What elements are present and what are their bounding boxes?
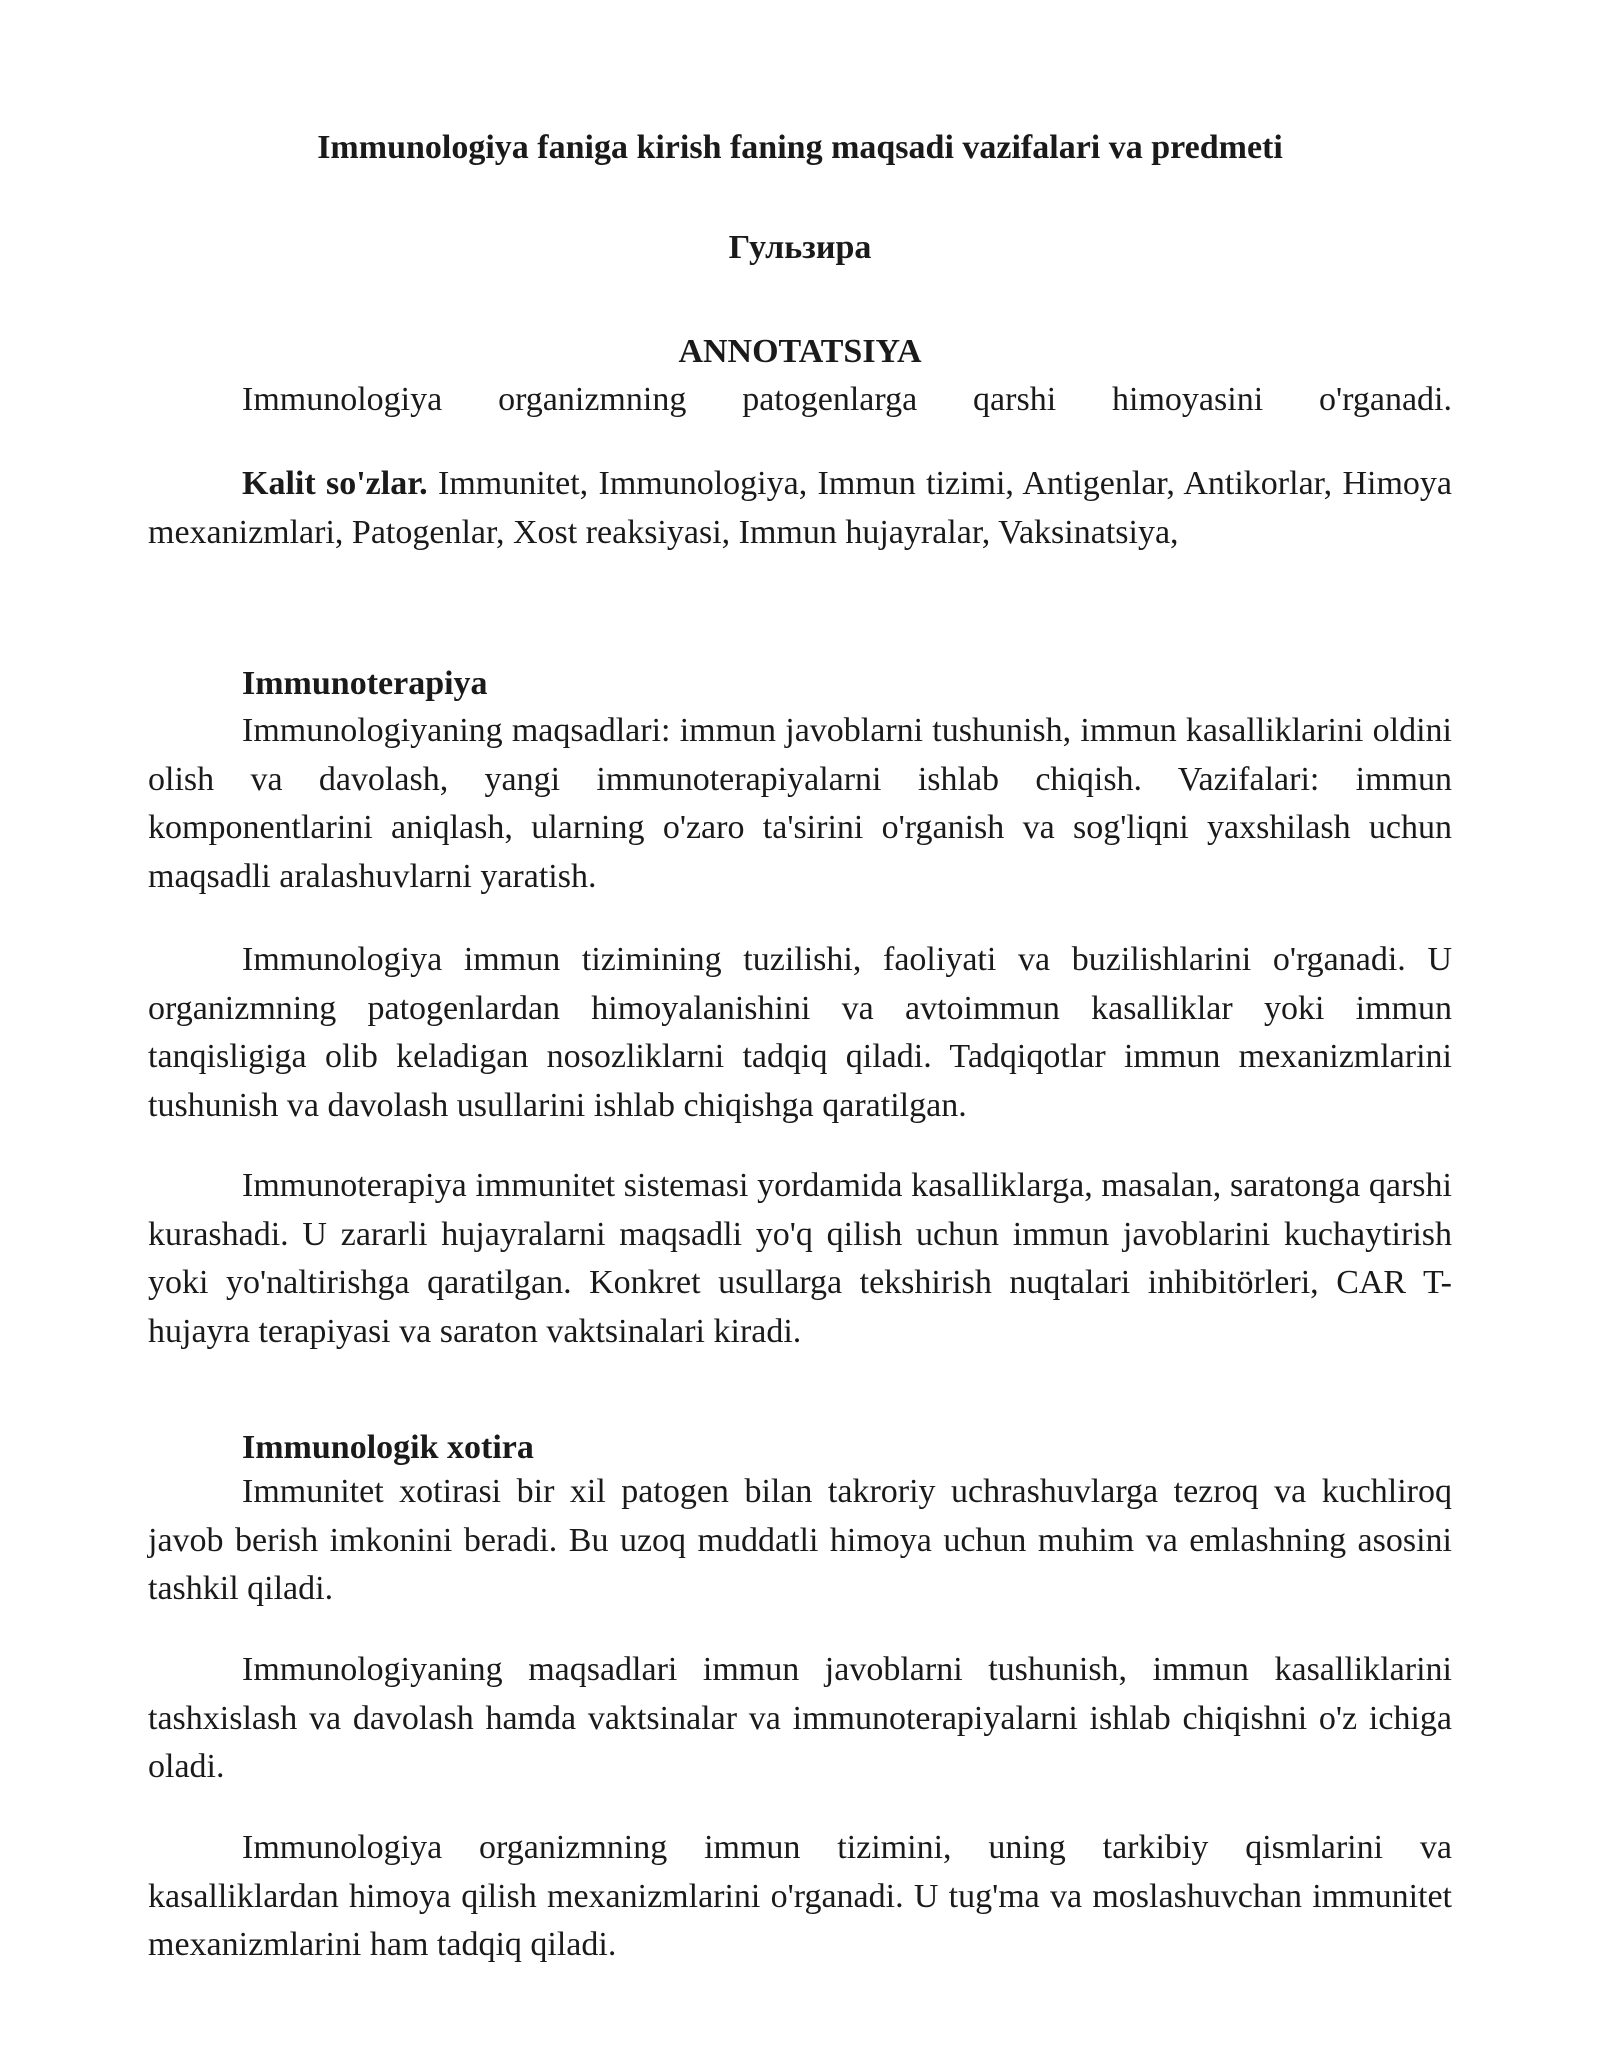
keywords-paragraph: [148, 460, 1452, 557]
section-heading: Immunologik xotira: [242, 1429, 534, 1466]
body-paragraph: Immunitet xotirasi bir xil patogen bilan takroriy uchrashuvlarga tezroq va kuchliroq javob berish imkonini beradi. Bu uzoq muddatli himoya uchun muhim va emlashning asosini tashkil qiladi.: [148, 1473, 1452, 1607]
body-paragraph: Immunologiya immun tizimining tuzilishi, faoliyati va buzilishlarini o'rganadi. U organizmning patogenlardan himoyalanishini va avtoimmun kasalliklar yoki immun tanqisligiga olib keladigan nosozliklarni tadqiq qiladi. Tadqiqotlar immun mexanizmlarini tushunish va davolash usullarini ishlab chiqishga qaratilgan.: [148, 941, 1452, 1124]
body-paragraph: Immunologiyaning maqsadlari: immun javoblarni tushunish, immun kasalliklarini oldini olish va davolash, yangi immunoterapiyalarni ishlab chiqish. Vazifalari: immun komponentlarini aniqlash, ularning o'zaro ta'sirini o'rganish va sog'liqni yaxshilash uchun maqsadli aralashuvlarni yaratish.: [148, 712, 1452, 895]
body-paragraph: Immunologiyaning maqsadlari immun javoblarni tushunish, immun kasalliklarini tashxislash va davolash hamda vaktsinalar va immunoterapiyalarni ishlab chiqishni o'z ichiga oladi.: [148, 1651, 1452, 1785]
annotation-heading: ANNOTATSIYA: [678, 333, 922, 370]
body-paragraph: Immunologiya organizmning immun tizimini, uning tarkibiy qismlarini va kasalliklardan himoya qilish mexanizmlarini o'rganadi. U tug'ma va moslashuvchan immunitet mexanizmlarini ham tadqiq qiladi.: [148, 1829, 1452, 1963]
keywords-label: Kalit so'zlar.: [242, 465, 428, 502]
section-heading: Immunoterapiya: [242, 665, 488, 702]
keywords-text: Immunitet, Immunologiya, Immun tizimi, Antigenlar, Antikorlar, Himoya mexanizmlari, Patogenlar, Xost reaksiyasi, Immun hujayralar, Vaksinatsiya,: [148, 465, 1452, 551]
document-page: [148, 0, 1452, 2070]
body-paragraph: Immunoterapiya immunitet sistemasi yordamida kasalliklarga, masalan, saratonga qarshi kurashadi. U zararli hujayralarni maqsadli yo'q qilish uchun immun javoblarini kuchaytirish yoki yo'naltirishga qaratilgan. Konkret usullarga tekshirish nuqtalari inhibitörleri, CAR T-hujayra terapiyasi va saraton vaktsinalari kiradi.: [148, 1167, 1452, 1350]
annotation-text: Immunologiya organizmning patogenlarga qarshi himoyasini o'rganadi.: [242, 381, 1452, 418]
author-name: Гульзира: [728, 229, 872, 266]
document-title: Immunologiya faniga kirish faning maqsadi vazifalari va predmeti: [317, 129, 1283, 166]
